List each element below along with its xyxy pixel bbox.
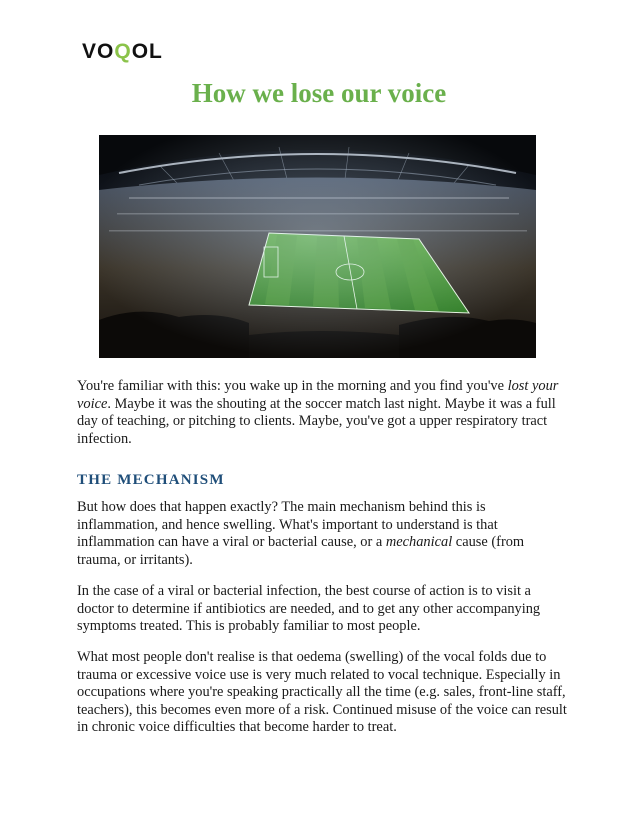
- stadium-illustration: [99, 135, 536, 358]
- stadium-photo: [99, 135, 536, 358]
- infection-paragraph: In the case of a viral or bacterial infection, the best course of action is to visit a doctor to determine if antibiotics are needed, and to get any other accompanying symptoms treated. This is probably familiar to most people.: [77, 583, 541, 634]
- mechanism-emphasis: mechanical: [385, 534, 453, 550]
- page-title: How we lose our voice: [191, 78, 447, 108]
- section-heading-mechanism: THE MECHANISM: [77, 472, 225, 488]
- intro-emphasis: lost your voice: [77, 378, 559, 412]
- logo-text-q: Q: [114, 40, 132, 63]
- logo-text-vo: VO: [82, 40, 115, 63]
- intro-paragraph: [77, 378, 567, 448]
- mechanism-text-end: cause (from trauma, or irritants).: [77, 534, 525, 568]
- logo-text-ol: OL: [131, 40, 163, 63]
- intro-text-end: . Maybe it was the shouting at the soccer match last night. Maybe it was a full day of teaching, or pitching to clients. Maybe, you've got a upper respiratory tract infection.: [77, 395, 556, 447]
- mechanism-text-start: But how does that happen exactly? The main mechanism behind this is inflammation, and hence swelling. What's important to understand is that inflammation can have a viral or bacterial cause, or a: [77, 499, 498, 550]
- voqol-logo: [82, 40, 163, 64]
- intro-text-start: You're familiar with this: you wake up in the morning and you find you've: [77, 378, 508, 394]
- oedema-paragraph: What most people don't realise is that oedema (swelling) of the vocal folds due to trauma or excessive voice use is very much related to vocal technique. Especially in occupations where you're speaking practically all the time (e.g. sales, front-line staff, teachers), this becomes even more of a risk. Continued misuse of the voice can result in chronic voice difficulties that become harder to treat.: [77, 649, 567, 735]
- mechanism-paragraph: [77, 499, 567, 569]
